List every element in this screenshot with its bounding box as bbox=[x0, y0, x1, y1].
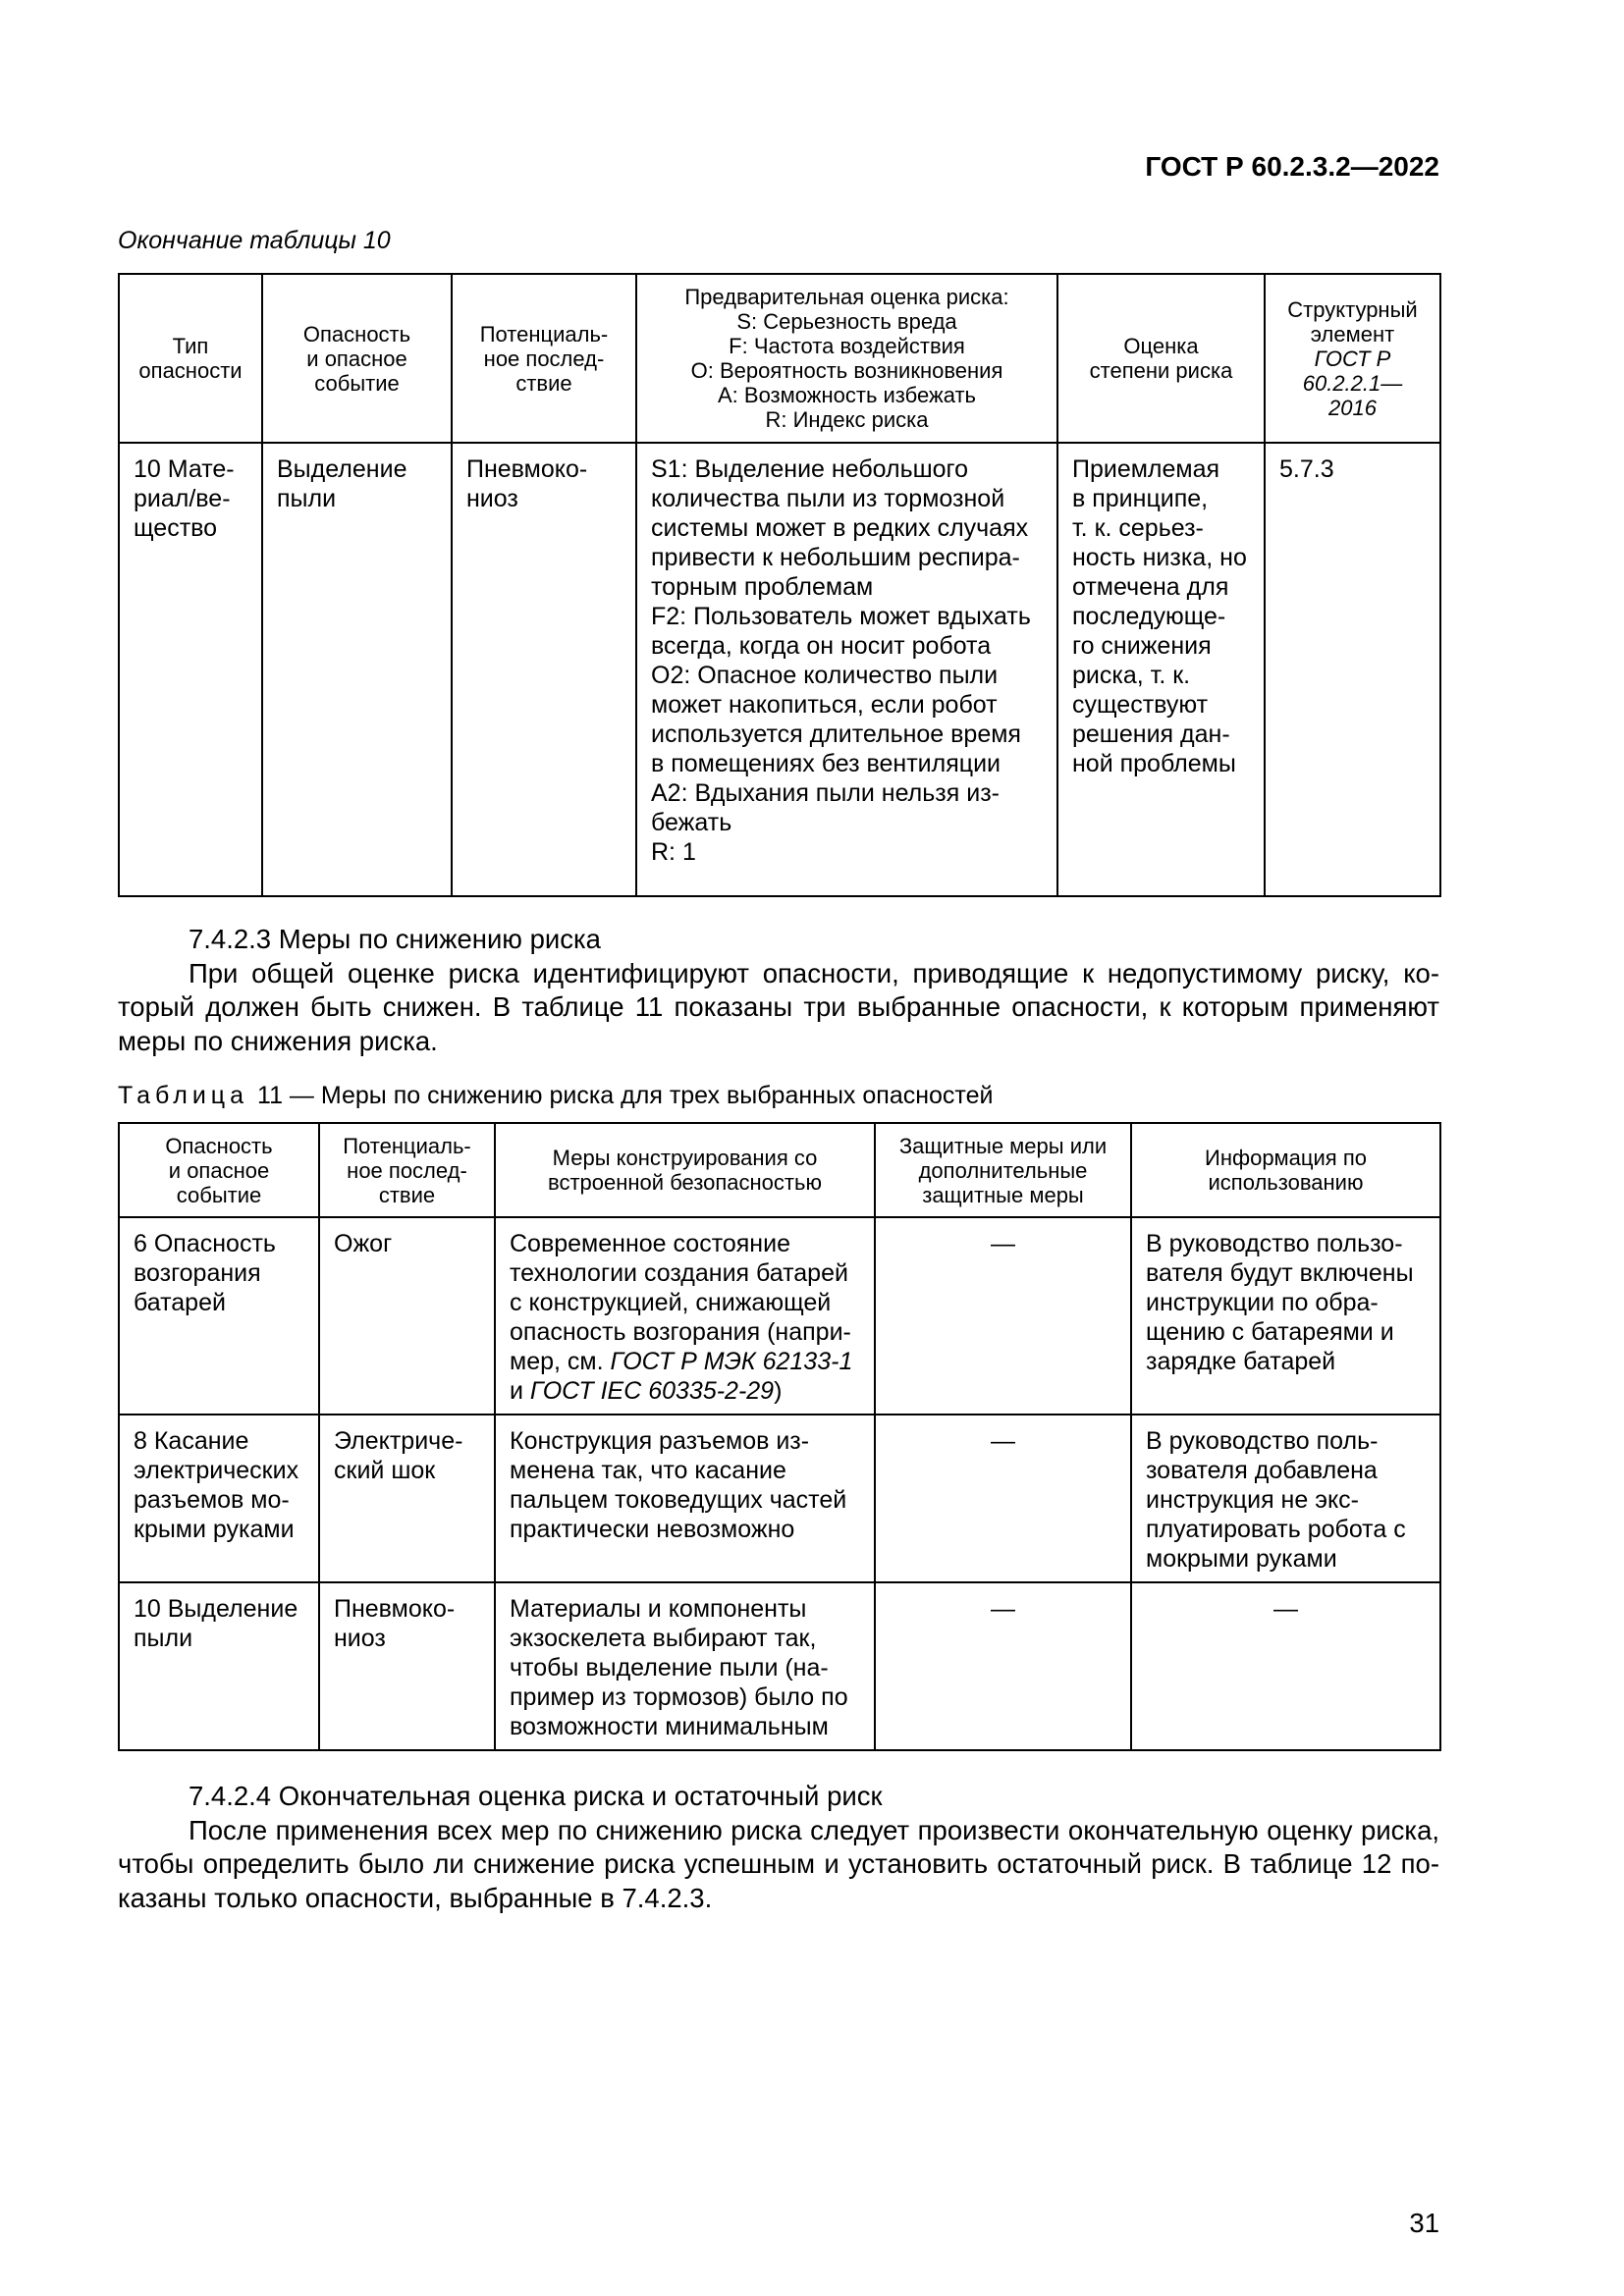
cell-hazard-event: 8 Касание электрических разъемов мо- крыми руками bbox=[119, 1415, 319, 1582]
header-structural-element bbox=[1265, 274, 1440, 443]
cell-protective-measures: — bbox=[875, 1415, 1131, 1582]
cell-hazard-event: Выделение пыли bbox=[262, 443, 452, 896]
text-segment: и bbox=[510, 1377, 523, 1405]
header-usage-information: Информация по использованию bbox=[1131, 1123, 1440, 1217]
table-row bbox=[119, 1217, 1440, 1415]
header-protective-measures: Защитные меры или дополнительные защитные меры bbox=[875, 1123, 1131, 1217]
section-7-4-2-3 bbox=[118, 923, 1439, 1058]
header-design-measures: Меры конструирования со встроенной безопасностью bbox=[495, 1123, 875, 1217]
paragraph-line: меры по снижения риска. bbox=[118, 1025, 438, 1056]
paragraph-line: При общей оценке риска идентифицируют опасности, приводящие к недопустимому риску, ко- bbox=[189, 957, 1439, 988]
paragraph-line: После применения всех мер по снижению риска следует произвести окончательную оценку риска, bbox=[189, 1814, 1439, 1845]
cell-potential-consequence: Пневмоко- ниоз bbox=[452, 443, 636, 896]
table-11-header-row bbox=[119, 1123, 1440, 1217]
table-11-caption bbox=[118, 1081, 993, 1110]
table-10 bbox=[118, 273, 1441, 897]
text-segment: ) bbox=[774, 1377, 783, 1405]
section-heading: 7.4.2.3 Меры по снижению риска bbox=[189, 924, 601, 954]
cell-protective-measures: — bbox=[875, 1217, 1131, 1415]
cell-usage-information: В руководство поль- зователя добавлена инструкция не экс- плуатировать робота с мокрыми руками bbox=[1131, 1415, 1440, 1582]
paragraph-line: казаны только опасности, выбранные в 7.4.2.3. bbox=[118, 1882, 713, 1913]
cell-design-measures: Материалы и компоненты экзоскелета выбирают так, чтобы выделение пыли (на- пример из тормозов) было по возможности минимальным bbox=[495, 1582, 875, 1750]
page-number: 31 bbox=[1409, 2208, 1439, 2238]
cell-potential-consequence: Электриче- ский шок bbox=[319, 1415, 495, 1582]
design-measures-text bbox=[510, 1229, 868, 1406]
header-hazard-type: Тип опасности bbox=[119, 274, 262, 443]
cell-protective-measures: — bbox=[875, 1582, 1131, 1750]
table-row bbox=[119, 1582, 1440, 1750]
standard-reference: ГОСТ IEC 60335-2-29 bbox=[529, 1377, 775, 1405]
table-title: 11 — Меры по снижению риска для трех выбранных опасностей bbox=[257, 1082, 994, 1109]
cell-preliminary-risk-assessment: S1: Выделение небольшого количества пыли из тормозной системы может в редких случаях привести к небольшим респира- торным проблемам F2: Пользователь может вдыхать всегда, когда он носит робота O2: Опасное количество пыли может накопиться, если робот используется длительное время в помещениях без вентиляции A2: Вдыхания пыли нельзя из- бежать R: 1 bbox=[636, 443, 1057, 896]
standard-reference: ГОСТ Р МЭК 62133-1 bbox=[610, 1348, 853, 1375]
paragraph-line: торый должен быть снижен. В таблице 11 показаны три выбранные опасности, к которым применяют bbox=[118, 991, 1439, 1022]
header-hazard-event: Опасность и опасное событие bbox=[262, 274, 452, 443]
cell-hazard-event: 10 Выделение пыли bbox=[119, 1582, 319, 1750]
table-10-header-row bbox=[119, 274, 1440, 443]
table-row bbox=[119, 443, 1440, 896]
section-heading: 7.4.2.4 Окончательная оценка риска и остаточный риск bbox=[189, 1781, 883, 1811]
cell-design-measures bbox=[495, 1217, 875, 1415]
section-7-4-2-4 bbox=[118, 1780, 1439, 1915]
cell-usage-information: В руководство пользо- вателя будут включены инструкции по обра- щению с батареями и зарядке батарей bbox=[1131, 1217, 1440, 1415]
header-potential-consequence: Потенциаль- ное послед- ствие bbox=[452, 274, 636, 443]
table-10-continuation-caption: Окончание таблицы 10 bbox=[118, 227, 391, 254]
structural-element-label: Структурный элемент bbox=[1287, 296, 1418, 347]
table-11 bbox=[118, 1122, 1441, 1751]
cell-hazard-event: 6 Опасность возгорания батарей bbox=[119, 1217, 319, 1415]
cell-potential-consequence: Ожог bbox=[319, 1217, 495, 1415]
text-segment: Современное состояние технологии создания батарей с конструкцией, снижающей опасность возгорания (напри- мер, см. bbox=[510, 1230, 851, 1375]
header-risk-level-assessment: Оценка степени риска bbox=[1057, 274, 1265, 443]
paragraph-line: чтобы определить было ли снижение риска успешным и установить остаточный риск. В таблице 12 по- bbox=[118, 1848, 1439, 1879]
structural-element-standard-reference: ГОСТ Р 60.2.2.1— 2016 bbox=[1302, 346, 1403, 420]
cell-usage-information: — bbox=[1131, 1582, 1440, 1750]
document-designation: ГОСТ Р 60.2.3.2—2022 bbox=[1145, 151, 1439, 182]
header-hazard-event: Опасность и опасное событие bbox=[119, 1123, 319, 1217]
table-label: Таблица bbox=[118, 1082, 249, 1109]
header-potential-consequence: Потенциаль- ное послед- ствие bbox=[319, 1123, 495, 1217]
cell-structural-element: 5.7.3 bbox=[1265, 443, 1440, 896]
cell-hazard-type: 10 Мате- риал/ве- щество bbox=[119, 443, 262, 896]
cell-design-measures: Конструкция разъемов из- менена так, что касание пальцем токоведущих частей практически невозможно bbox=[495, 1415, 875, 1582]
cell-risk-level-assessment: Приемлемая в принципе, т. к. серьез- ность низка, но отмечена для последующе- го снижения риска, т. к. существуют решения дан- ной проблемы bbox=[1057, 443, 1265, 896]
cell-potential-consequence: Пневмоко- ниоз bbox=[319, 1582, 495, 1750]
header-preliminary-risk-assessment: Предварительная оценка риска: S: Серьезность вреда F: Частота воздействия O: Вероятность возникновения A: Возможность избежать R: Индекс риска bbox=[636, 274, 1057, 443]
table-row bbox=[119, 1415, 1440, 1582]
